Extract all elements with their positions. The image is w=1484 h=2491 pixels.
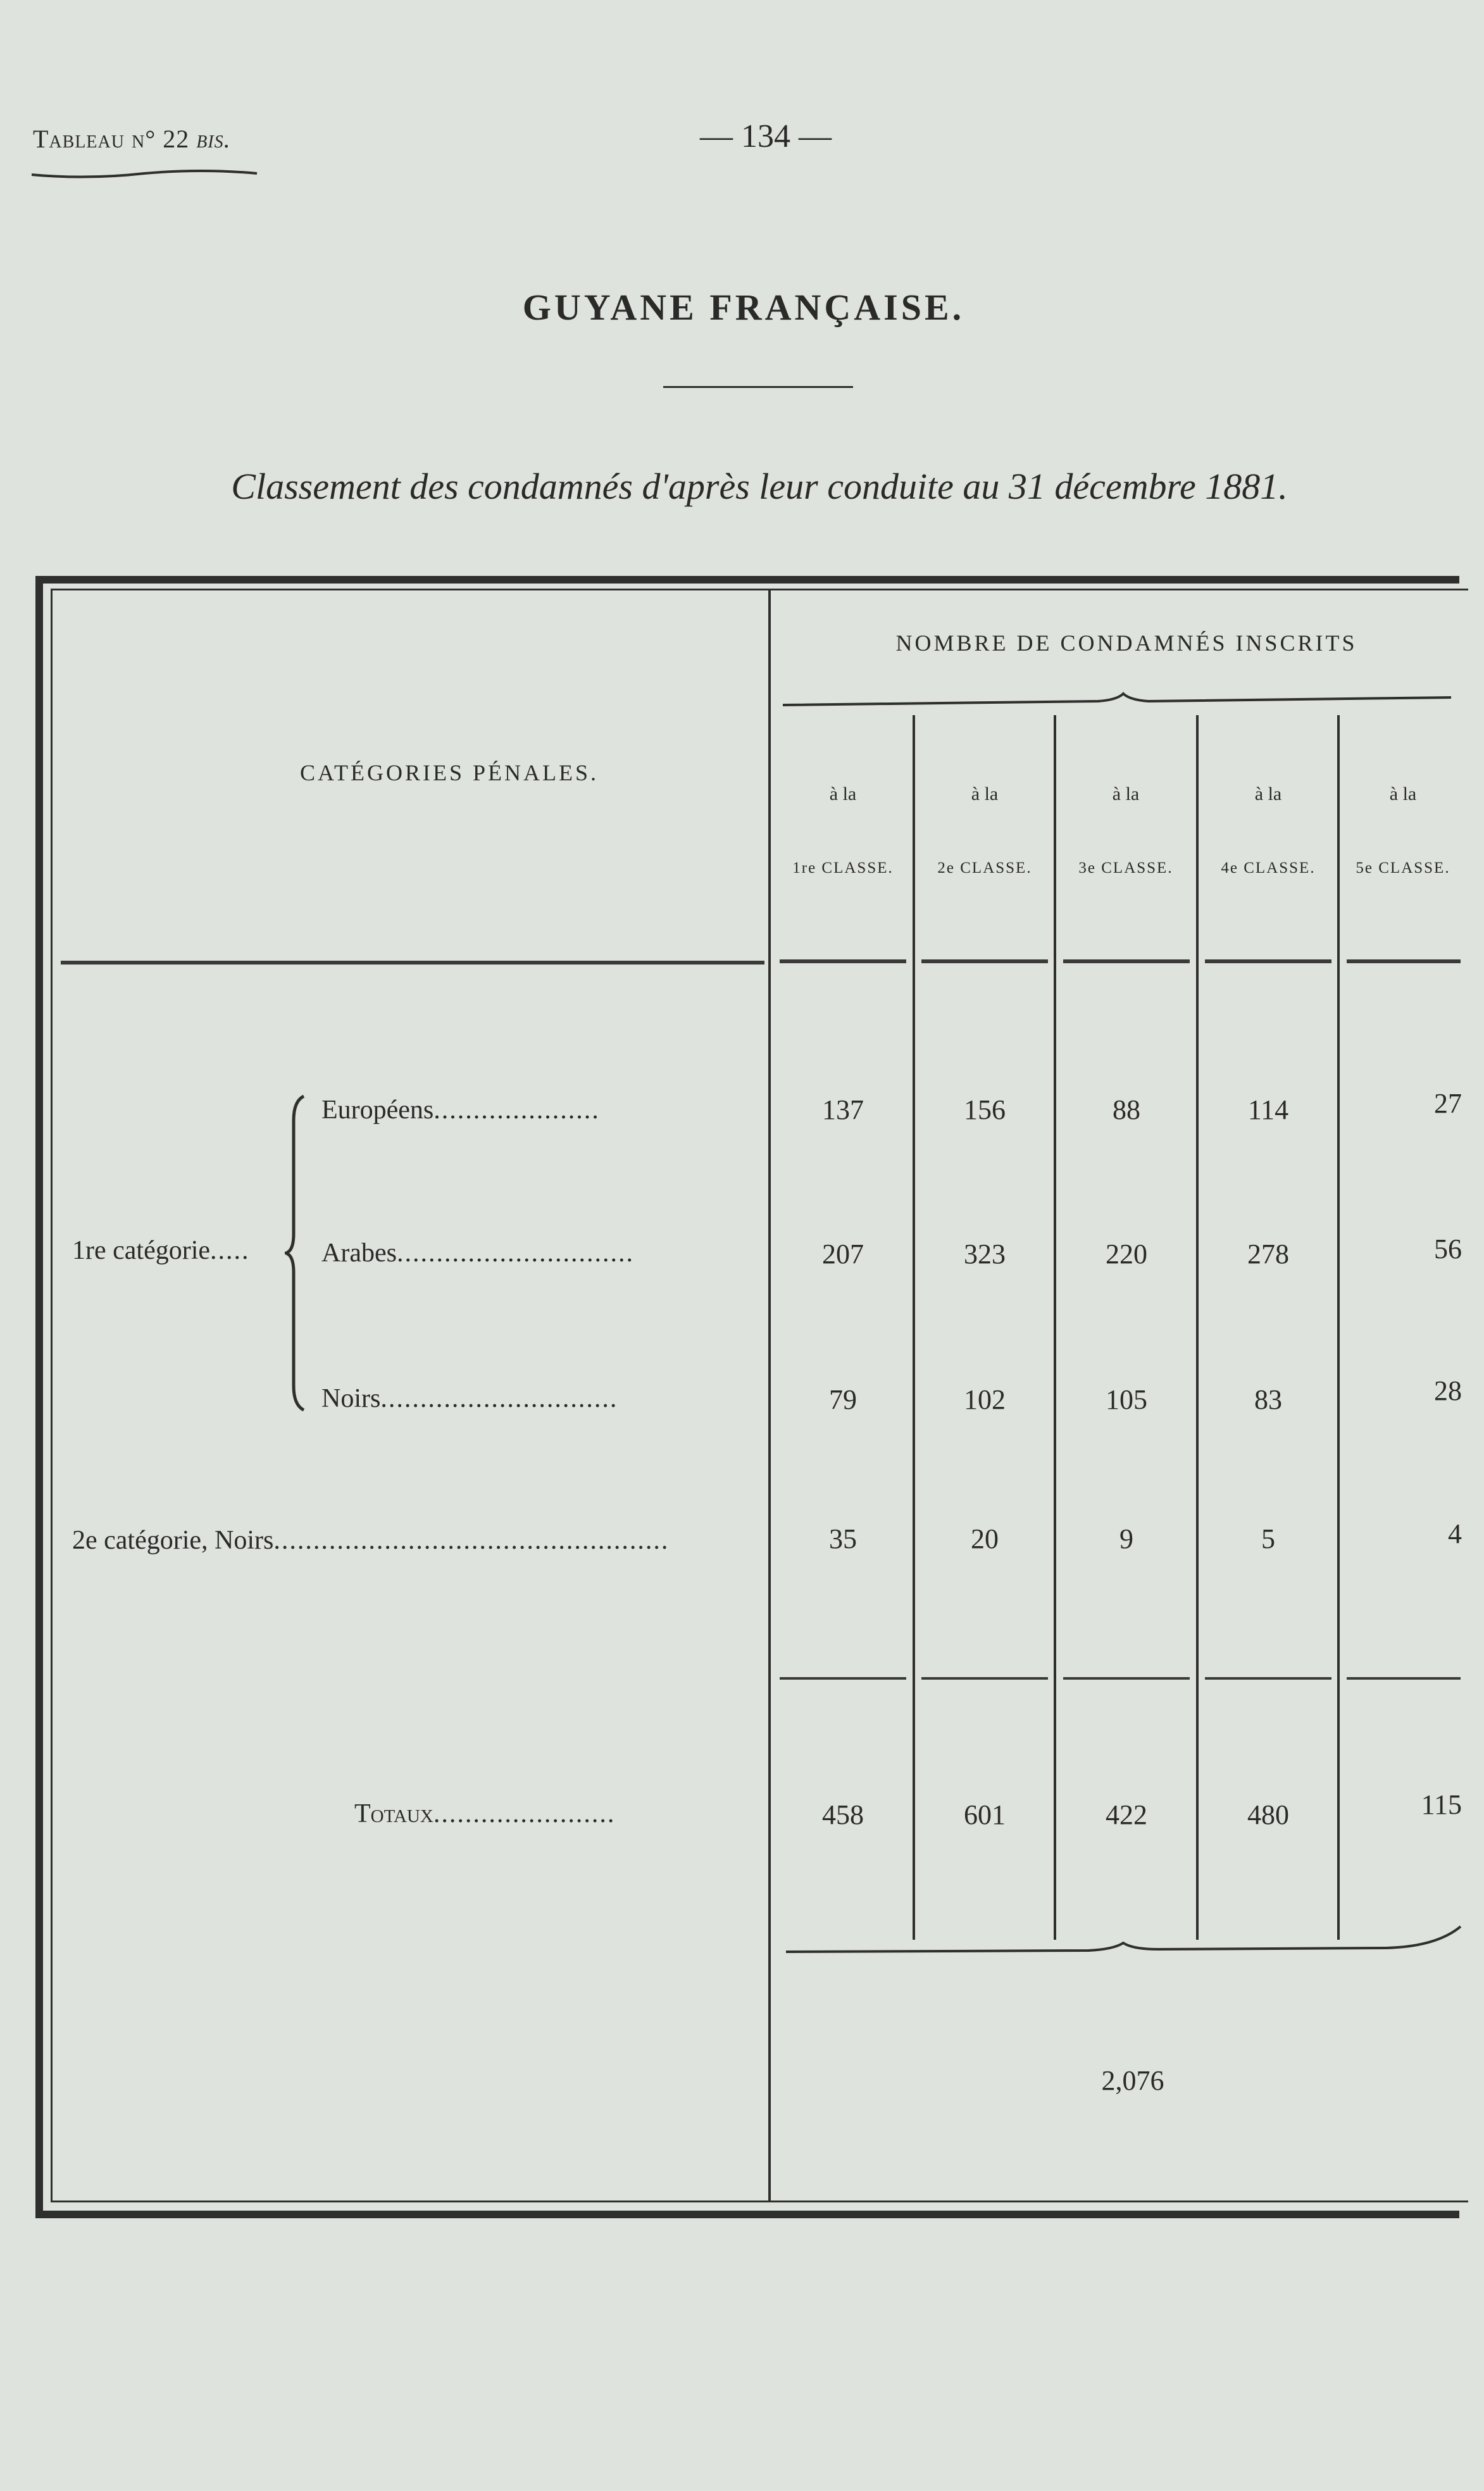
table-number-label [33,124,231,154]
table-cell: 79 [829,1384,857,1415]
group-brace [285,1095,310,1411]
table-cell: 9 [1119,1523,1133,1554]
title-rule [663,386,853,388]
header-rule [1063,959,1190,963]
table-cell: 5 [1261,1523,1275,1554]
table-cell: 27 [1434,1088,1462,1119]
counts-header: NOMBRE DE CONDAMNÉS INSCRITS [895,630,1357,656]
totals-rule [1205,1677,1331,1680]
row-label-text: Européens [321,1096,434,1125]
table-cell: 4 [1448,1518,1462,1549]
column-divider [1054,715,1056,1940]
column-header: 4e CLASSE. [1221,859,1316,877]
table-cell: 207 [822,1239,864,1270]
table-cell: 105 [1106,1384,1147,1415]
column-prefix: à la [1112,784,1140,804]
table-number-suffix: bis. [196,125,231,153]
row-label-text: Noirs [321,1384,381,1413]
table-divider [768,589,771,2202]
column-prefix: à la [971,784,999,804]
page-subtitle: Classement des condamnés d'après leur conduite au 31 décembre 1881. [231,466,1288,507]
row-label: Noirs.............................. [321,1384,618,1413]
row-label: Arabes.............................. [321,1239,634,1268]
row-label: 2e catégorie, Noirs.................................................. [72,1526,670,1555]
table-cell: 88 [1113,1094,1140,1125]
row-label-text: 2e catégorie, Noirs [72,1526,274,1555]
column-prefix: à la [1389,784,1417,804]
header-rule [780,959,906,963]
totals-brace [785,1924,1462,1962]
grand-total: 2,076 [1101,2065,1164,2096]
column-prefix: à la [1254,784,1282,804]
categories-header: CATÉGORIES PÉNALES. [299,760,599,785]
column-header: 5e CLASSE. [1356,859,1450,877]
column-prefix: à la [829,784,857,804]
totals-rule [1347,1677,1461,1680]
header-rule [61,961,764,965]
group-label-text: 1re catégorie [72,1236,211,1265]
table-cell: 20 [971,1523,999,1554]
header-rule [1205,959,1331,963]
group-label: 1re catégorie..... [72,1236,250,1265]
row-label: Européens..................... [321,1096,600,1125]
page-number: — 134 — [700,118,832,154]
total-cell: 458 [822,1799,864,1830]
column-divider [1337,715,1340,1940]
total-cell: 601 [964,1799,1006,1830]
row-label-text: Arabes [321,1239,397,1268]
table-cell: 278 [1247,1239,1289,1270]
header-brace [782,690,1452,715]
column-divider [1196,715,1199,1940]
totals-rule [921,1677,1048,1680]
table-number-text: Tableau n° 22 [33,125,190,153]
table-cell: 35 [829,1523,857,1554]
table-cell: 137 [822,1094,864,1125]
totals-rule [780,1677,906,1680]
page-title: GUYANE FRANÇAISE. [522,287,965,328]
header-rule [1347,959,1461,963]
totals-rule [1063,1677,1190,1680]
total-cell: 115 [1421,1789,1462,1820]
totals-label: Totaux....................... [354,1799,616,1828]
totals-label-text: Totaux [354,1799,433,1828]
table-cell: 28 [1434,1375,1462,1406]
column-divider [913,715,915,1940]
header-rule [921,959,1048,963]
total-cell: 480 [1247,1799,1289,1830]
table-cell: 102 [964,1384,1006,1415]
column-header: 1re CLASSE. [792,859,894,877]
table-cell: 220 [1106,1239,1147,1270]
table-cell: 56 [1434,1233,1462,1264]
table-cell: 114 [1247,1094,1289,1125]
column-header: 2e CLASSE. [937,859,1032,877]
table-cell: 323 [964,1239,1006,1270]
table-cell: 156 [964,1094,1006,1125]
table-cell: 83 [1254,1384,1282,1415]
header-swash-ornament [30,166,258,182]
column-header: 3e CLASSE. [1078,859,1173,877]
total-cell: 422 [1106,1799,1147,1830]
